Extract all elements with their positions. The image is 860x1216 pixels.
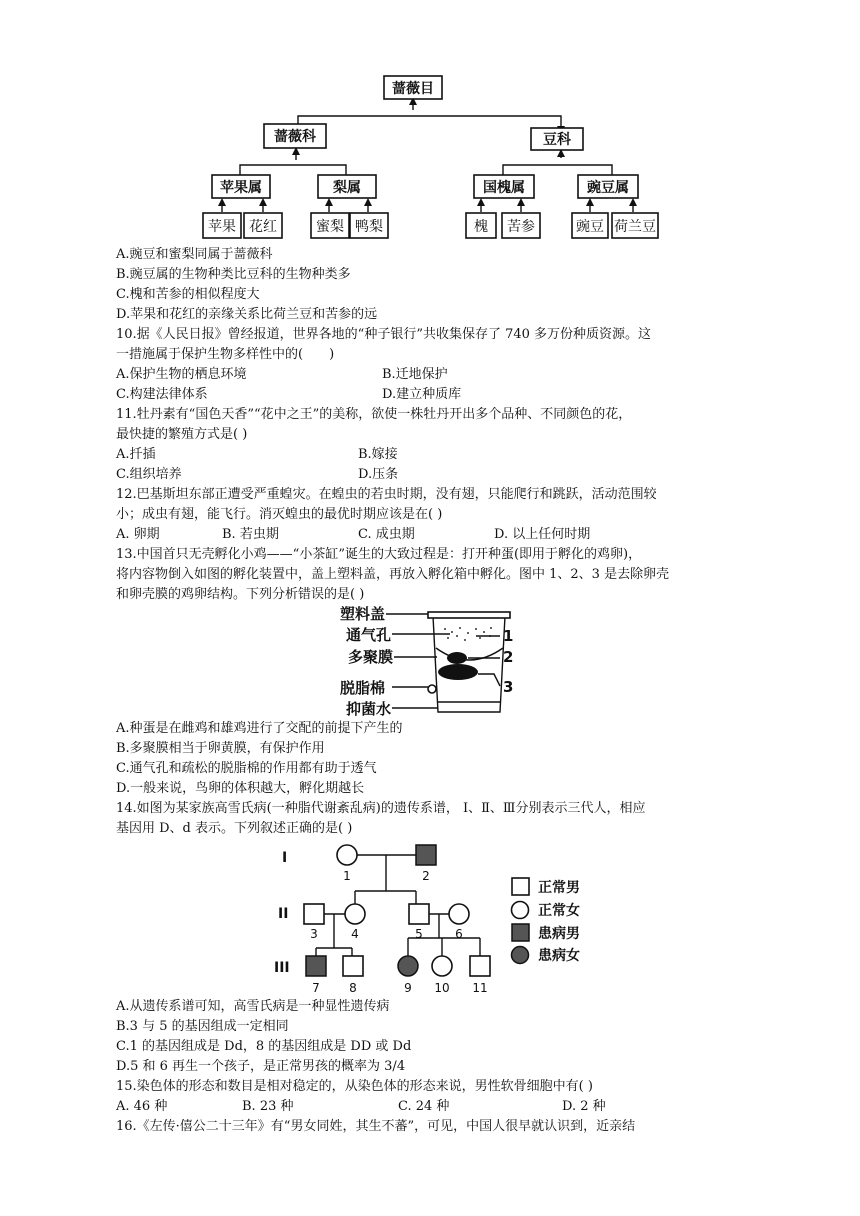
q14-stem: 14.如图为某家族高雪氏病(一种脂代谢紊乱病)的遗传系谱， Ⅰ、Ⅱ、Ⅲ分别表示三代人，相应 bbox=[116, 801, 646, 816]
q12-stem: 小；成虫有翅，能飞行。消灭蝗虫的最优时期应该是在( ) bbox=[116, 507, 443, 522]
label-num-1: 1 bbox=[503, 627, 514, 645]
q12-option-c: C. 成虫期 bbox=[358, 527, 415, 542]
incubator-diagram bbox=[340, 602, 540, 718]
individual-label: 9 bbox=[404, 981, 412, 995]
q14-option-d: D.5 和 6 再生一个孩子，是正常男孩的概率为 3/4 bbox=[116, 1059, 406, 1074]
q11-option-a: A.扦插 bbox=[116, 447, 156, 462]
species-label: 豌豆 bbox=[576, 219, 604, 235]
q15-option-b: B. 23 种 bbox=[242, 1099, 294, 1114]
q15-option-d: D. 2 种 bbox=[562, 1099, 606, 1114]
legend-label: 正常女 bbox=[538, 903, 580, 919]
legend-label: 患病女 bbox=[538, 948, 580, 964]
q13-option-a: A.种蛋是在雌鸡和雄鸡进行了交配的前提下产生的 bbox=[116, 721, 403, 736]
q14-stem: 基因用 D、d 表示。下列叙述正确的是( ) bbox=[116, 821, 353, 836]
q11-option-d: D.压条 bbox=[358, 467, 399, 482]
q13-stem: 将内容物倒入如图的孵化装置中，盖上塑料盖，再放入孵化箱中孵化。图中 1、2、3 是去除卵壳 bbox=[116, 567, 670, 582]
q13-stem: 和卵壳膜的鸡卵结构。下列分析错误的是( ) bbox=[116, 587, 365, 602]
q10-option-a: A.保护生物的栖息环境 bbox=[116, 367, 247, 382]
generation-label: II bbox=[278, 906, 289, 922]
individual-label: 2 bbox=[422, 869, 430, 883]
q15-option-a: A. 46 种 bbox=[116, 1099, 168, 1114]
q15-stem: 15.染色体的形态和数目是相对稳定的，从染色体的形态来说，男性软骨细胞中有( ) bbox=[116, 1079, 593, 1094]
label-lid: 塑料盖 bbox=[340, 605, 386, 623]
q14-option-a: A.从遗传系谱可知，高雪氏病是一种显性遗传病 bbox=[116, 999, 390, 1014]
order-label: 蔷薇目 bbox=[392, 81, 434, 97]
label-water: 抑菌水 bbox=[346, 700, 392, 718]
label-cotton: 脱脂棉 bbox=[340, 679, 386, 697]
q13-option-d: D.一般来说，鸟卵的体积越大，孵化期越长 bbox=[116, 781, 365, 796]
q16-stem: 16.《左传·僖公二十三年》有“男女同姓，其生不蕃”，可见，中国人很早就认识到，近亲结 bbox=[116, 1119, 636, 1134]
q14-option-b: B.3 与 5 的基因组成一定相同 bbox=[116, 1019, 289, 1034]
taxonomy-diagram bbox=[0, 0, 860, 250]
q11-stem: 11.牡丹素有“国色天香”“花中之王”的美称，欲使一株牡丹开出多个品种、不同颜色的花， bbox=[116, 407, 632, 422]
q13-option-c: C.通气孔和疏松的脱脂棉的作用都有助于透气 bbox=[116, 761, 377, 776]
q10-option-c: C.构建法律体系 bbox=[116, 387, 208, 402]
q11-stem: 最快捷的繁殖方式是( ) bbox=[116, 427, 248, 442]
individual-label: 6 bbox=[455, 927, 463, 941]
species-label: 蜜梨 bbox=[316, 219, 344, 235]
individual-label: 4 bbox=[351, 927, 359, 941]
q12-option-b: B. 若虫期 bbox=[222, 527, 279, 542]
q12-stem: 12.巴基斯坦东部正遭受严重蝗灾。在蝗虫的若虫时期，没有翅，只能爬行和跳跃，活动范围较 bbox=[116, 487, 657, 502]
genus-label: 豌豆属 bbox=[587, 180, 629, 196]
q12-option-a: A. 卵期 bbox=[116, 527, 160, 542]
q9-option-a: A.豌豆和蜜梨同属于蔷薇科 bbox=[116, 247, 273, 262]
q10-stem: 一措施属于保护生物多样性中的( ) bbox=[116, 347, 335, 362]
q13-stem: 13.中国首只无壳孵化小鸡——“小茶缸”诞生的大致过程是：打开种蛋(即用于孵化的鸡卵)， bbox=[116, 547, 642, 562]
species-label: 花红 bbox=[249, 219, 277, 235]
q14-option-c: C.1 的基因组成是 Dd，8 的基因组成是 DD 或 Dd bbox=[116, 1039, 412, 1054]
q10-option-b: B.迁地保护 bbox=[382, 367, 448, 382]
family-label: 蔷薇科 bbox=[274, 129, 316, 145]
label-num-2: 2 bbox=[503, 648, 514, 666]
q11-option-b: B.嫁接 bbox=[358, 447, 398, 462]
species-label: 鸭梨 bbox=[355, 219, 383, 235]
q10-stem: 10.据《人民日报》曾经报道，世界各地的“种子银行”共收集保存了 740 多万份种质资源。这 bbox=[116, 327, 652, 342]
individual-label: 1 bbox=[343, 869, 351, 883]
q9-option-c: C.槐和苦参的相似程度大 bbox=[116, 287, 260, 302]
q15-option-c: C. 24 种 bbox=[398, 1099, 450, 1114]
genus-label: 苹果属 bbox=[220, 180, 262, 196]
species-label: 荷兰豆 bbox=[614, 219, 656, 235]
generation-label: III bbox=[274, 960, 290, 976]
label-num-3: 3 bbox=[503, 678, 514, 696]
species-label: 苦参 bbox=[507, 219, 535, 235]
genus-label: 国槐属 bbox=[483, 180, 525, 196]
species-label: 槐 bbox=[474, 219, 488, 235]
individual-label: 8 bbox=[349, 981, 357, 995]
q12-option-d: D. 以上任何时期 bbox=[494, 527, 591, 542]
individual-label: 11 bbox=[472, 981, 488, 995]
pedigree-chart bbox=[270, 838, 610, 998]
individual-label: 10 bbox=[434, 981, 450, 995]
label-film: 多聚膜 bbox=[348, 648, 394, 666]
q9-option-b: B.豌豆属的生物种类比豆科的生物种类多 bbox=[116, 267, 351, 282]
q10-option-d: D.建立种质库 bbox=[382, 387, 462, 402]
genus-label: 梨属 bbox=[333, 180, 361, 196]
species-label: 苹果 bbox=[208, 219, 236, 235]
q9-option-d: D.苹果和花红的亲缘关系比荷兰豆和苦参的远 bbox=[116, 307, 378, 322]
legend-label: 患病男 bbox=[538, 926, 580, 942]
q11-option-c: C.组织培养 bbox=[116, 467, 182, 482]
individual-label: 5 bbox=[415, 927, 423, 941]
individual-label: 3 bbox=[310, 927, 318, 941]
family-label: 豆科 bbox=[543, 132, 571, 148]
label-vent: 通气孔 bbox=[346, 626, 392, 644]
q13-option-b: B.多聚膜相当于卵黄膜，有保护作用 bbox=[116, 741, 325, 756]
individual-label: 7 bbox=[312, 981, 320, 995]
legend-label: 正常男 bbox=[538, 880, 580, 896]
generation-label: I bbox=[282, 850, 288, 866]
